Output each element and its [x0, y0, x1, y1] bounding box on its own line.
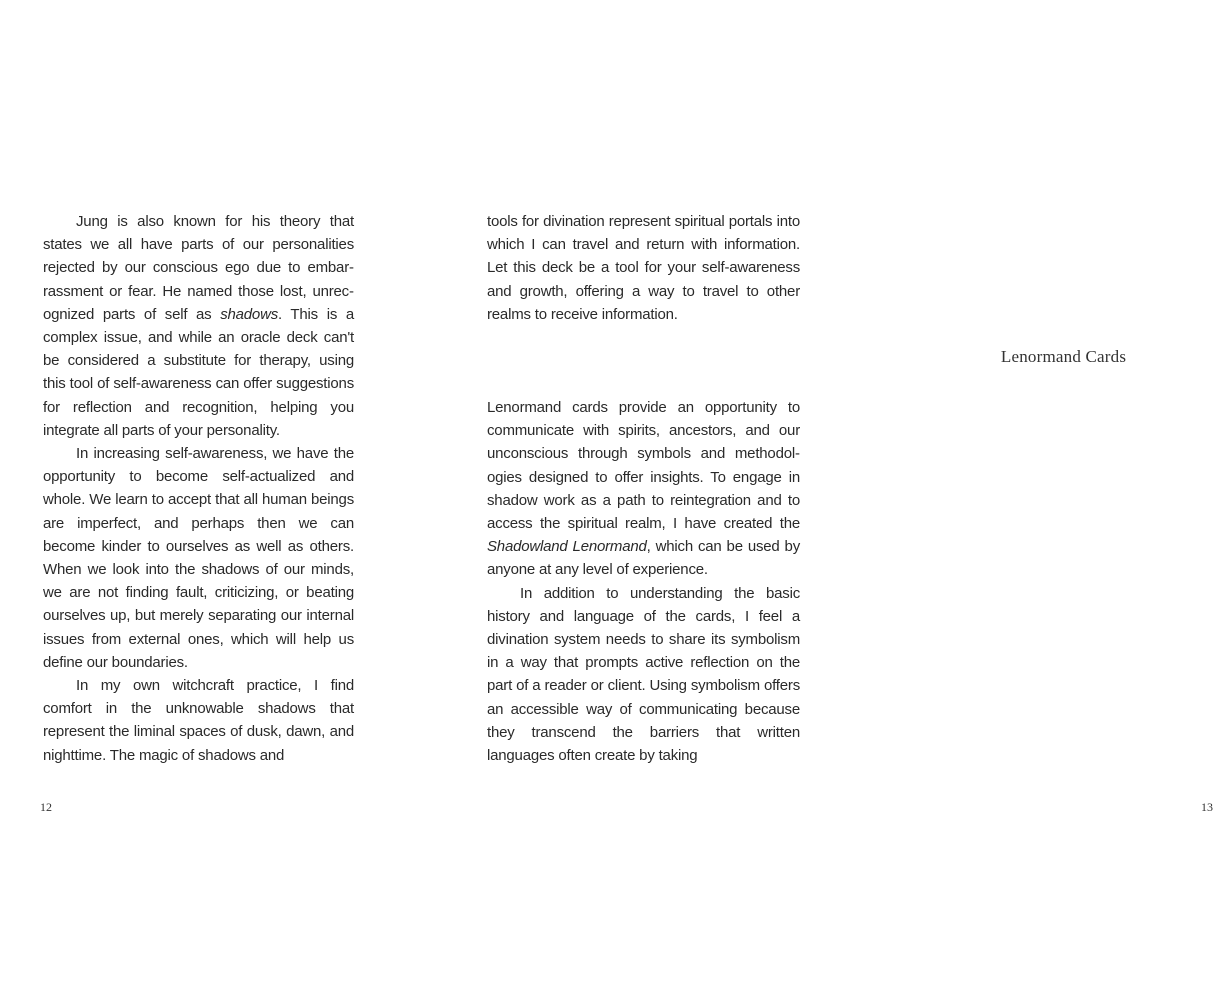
left-paragraph-3: In my own witchcraft practice, I find comfort in the unknowable shadows that represent the liminal spaces of dusk, dawn, and nighttime. The magic of shadows and	[43, 677, 354, 764]
left-paragraph-1-text-b: . This is a complex issue, and while an oracle deck can't be considered a substitute for therapy, using this tool of self-awareness can offer suggestions for reflection and recognition, helping you integrate all parts of your personality.	[43, 305, 354, 439]
right-paragraph-continued: tools for divination represent spiritual portals into which I can travel and return with information. Let this deck be a tool for your self-awareness and growth, offering a way to travel to other realms to receive information.	[487, 213, 800, 323]
right-paragraph-2: In addition to understanding the basic history and language of the cards, I feel a divination system needs to share its symbolism in a way that prompts active reflection on the part of a reader or client. Using symbolism offers an accessible way of communicating because they transcend the barriers that written languages often create by taking	[487, 584, 800, 765]
section-heading: Lenormand Cards	[1000, 347, 1127, 366]
right-page-section-text	[487, 396, 800, 767]
left-paragraph-1	[43, 210, 354, 442]
right-page	[420, 0, 1213, 1000]
page-number-left: 12	[40, 800, 52, 814]
right-paragraph-1-text-b: , which can be used by anyone at any level of experience.	[487, 538, 800, 579]
left-paragraph-1-text-a: Jung is also known for his theory that states we all have parts of our personalities rejected by our conscious ego due to embarrassment or fear. He named those lost, unrecognized parts of self as	[43, 213, 354, 323]
left-page-text	[43, 210, 354, 767]
left-page	[0, 0, 420, 1000]
left-paragraph-2: In increasing self-awareness, we have the opportunity to become self-actualized and whole. We learn to accept that all human beings are imperfect, and perhaps then we can become kinder to ourselves as well as others. When we look into the shadows of our minds, we are not finding fault, criticizing, or beating ourselves up, but merely separating our internal issues from external ones, which will help us define our boundaries.	[43, 445, 354, 671]
right-paragraph-1-text-a: Lenormand cards provide an opportunity to communicate with spirits, ancestors, and our unconscious through symbols and methodologies designed to offer insights. To engage in shadow work as a path to reintegration and to access the spiritual realm, I have created the	[487, 399, 800, 533]
left-paragraph-1-emphasis: shadows	[220, 305, 279, 323]
right-page-continuation	[487, 210, 800, 326]
page-number-right: 13	[1201, 800, 1213, 814]
right-paragraph-1	[487, 396, 800, 582]
right-paragraph-1-emphasis: Shadowland Lenormand	[487, 538, 647, 556]
